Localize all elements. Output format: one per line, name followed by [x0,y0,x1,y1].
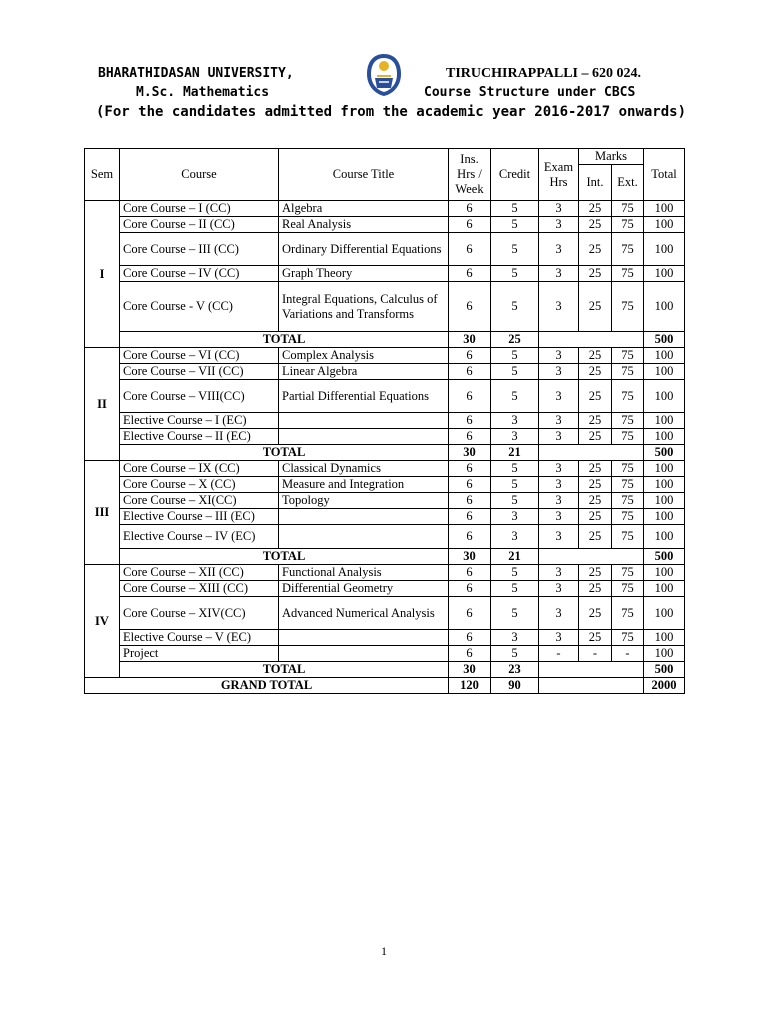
col-ext-header: Ext. [612,165,644,201]
int-marks-cell: 25 [579,565,612,581]
col-exam-hrs-header: Exam Hrs [539,149,579,201]
total-marks-cell: 100 [644,348,685,364]
int-marks-cell: 25 [579,429,612,445]
ext-marks-cell: 75 [612,380,644,413]
course-cell: Elective Course – IV (EC) [120,525,279,549]
course-title-cell: Complex Analysis [279,348,449,364]
table-row [85,581,685,597]
int-marks-cell: 25 [579,630,612,646]
exam-hrs-cell: 3 [539,266,579,282]
col-sem-header: Sem [85,149,120,201]
ext-marks-cell: 75 [612,597,644,630]
ext-marks-cell: 75 [612,477,644,493]
course-structure-label: Course Structure under CBCS [424,85,636,100]
empty-cell [539,332,644,348]
total-marks-cell: 100 [644,461,685,477]
course-title-cell: Real Analysis [279,217,449,233]
grand-total-label: GRAND TOTAL [85,678,449,694]
ext-marks-cell: 75 [612,233,644,266]
total-marks-cell: 100 [644,380,685,413]
table-row [85,217,685,233]
int-marks-cell: 25 [579,282,612,332]
semester-total-ins-hrs: 30 [449,445,491,461]
course-cell: Elective Course – I (EC) [120,413,279,429]
admission-note: (For the candidates admitted from the academic year 2016-2017 onwards) [96,104,687,120]
semester-label: I [85,201,120,348]
ext-marks-cell: - [612,646,644,662]
total-marks-cell: 100 [644,630,685,646]
credit-cell: 5 [491,646,539,662]
course-title-cell [279,646,449,662]
semester-label: IV [85,565,120,678]
total-marks-cell: 100 [644,581,685,597]
table-row [85,201,685,217]
semester-label: II [85,348,120,461]
ins-hrs-cell: 6 [449,461,491,477]
int-marks-cell: 25 [579,597,612,630]
semester-total-marks: 500 [644,332,685,348]
total-marks-cell: 100 [644,565,685,581]
total-marks-cell: 100 [644,282,685,332]
total-marks-cell: 100 [644,429,685,445]
col-course-header: Course [120,149,279,201]
ins-hrs-cell: 6 [449,630,491,646]
ext-marks-cell: 75 [612,461,644,477]
col-int-header: Int. [579,165,612,201]
credit-cell: 5 [491,477,539,493]
table-row [85,266,685,282]
ins-hrs-cell: 6 [449,364,491,380]
course-cell: Core Course – VII (CC) [120,364,279,380]
course-cell: Core Course – IX (CC) [120,461,279,477]
semester-total-label: TOTAL [120,332,449,348]
course-cell: Core Course – II (CC) [120,217,279,233]
exam-hrs-cell: 3 [539,429,579,445]
course-cell: Core Course – VIII(CC) [120,380,279,413]
table-row [85,509,685,525]
course-title-cell: Differential Geometry [279,581,449,597]
semester-total-credit: 21 [491,445,539,461]
grand-total-credit: 90 [491,678,539,694]
ext-marks-cell: 75 [612,565,644,581]
total-marks-cell: 100 [644,597,685,630]
course-title-cell [279,525,449,549]
course-cell: Core Course – III (CC) [120,233,279,266]
exam-hrs-cell: 3 [539,493,579,509]
ins-hrs-cell: 6 [449,233,491,266]
semester-total-row [85,662,685,678]
table-row [85,565,685,581]
table-row [85,461,685,477]
credit-cell: 5 [491,493,539,509]
ins-hrs-cell: 6 [449,597,491,630]
table-row [85,477,685,493]
ext-marks-cell: 75 [612,364,644,380]
ext-marks-cell: 75 [612,282,644,332]
total-marks-cell: 100 [644,646,685,662]
total-marks-cell: 100 [644,217,685,233]
total-marks-cell: 100 [644,493,685,509]
exam-hrs-cell: 3 [539,201,579,217]
credit-cell: 5 [491,348,539,364]
course-title-cell: Algebra [279,201,449,217]
exam-hrs-cell: 3 [539,282,579,332]
exam-hrs-cell: 3 [539,461,579,477]
course-cell: Core Course - V (CC) [120,282,279,332]
int-marks-cell: 25 [579,233,612,266]
ins-hrs-cell: 6 [449,380,491,413]
table-row [85,646,685,662]
exam-hrs-cell: 3 [539,413,579,429]
credit-cell: 5 [491,282,539,332]
empty-cell [539,549,644,565]
ins-hrs-cell: 6 [449,201,491,217]
int-marks-cell: 25 [579,493,612,509]
int-marks-cell: 25 [579,217,612,233]
course-title-cell [279,429,449,445]
table-row [85,380,685,413]
semester-total-label: TOTAL [120,662,449,678]
university-emblem-icon [365,52,403,98]
ext-marks-cell: 75 [612,348,644,364]
exam-hrs-cell: - [539,646,579,662]
int-marks-cell: 25 [579,477,612,493]
exam-hrs-cell: 3 [539,597,579,630]
col-marks-header: Marks [579,149,644,165]
course-title-cell [279,509,449,525]
credit-cell: 3 [491,429,539,445]
credit-cell: 3 [491,509,539,525]
int-marks-cell: 25 [579,581,612,597]
course-cell: Core Course – XIII (CC) [120,581,279,597]
credit-cell: 3 [491,630,539,646]
credit-cell: 5 [491,597,539,630]
ins-hrs-cell: 6 [449,509,491,525]
exam-hrs-cell: 3 [539,364,579,380]
int-marks-cell: 25 [579,525,612,549]
semester-total-credit: 25 [491,332,539,348]
course-title-cell: Classical Dynamics [279,461,449,477]
int-marks-cell: 25 [579,201,612,217]
course-title-cell [279,413,449,429]
exam-hrs-cell: 3 [539,348,579,364]
credit-cell: 5 [491,565,539,581]
col-title-header: Course Title [279,149,449,201]
col-credit-header: Credit [491,149,539,201]
course-title-cell [279,630,449,646]
course-cell: Core Course – IV (CC) [120,266,279,282]
int-marks-cell: - [579,646,612,662]
course-cell: Core Course – XIV(CC) [120,597,279,630]
grand-total-ins-hrs: 120 [449,678,491,694]
course-cell: Project [120,646,279,662]
semester-total-row [85,332,685,348]
table-row [85,429,685,445]
int-marks-cell: 25 [579,266,612,282]
semester-total-credit: 21 [491,549,539,565]
ins-hrs-cell: 6 [449,217,491,233]
semester-label: III [85,461,120,565]
int-marks-cell: 25 [579,413,612,429]
ext-marks-cell: 75 [612,581,644,597]
course-cell: Core Course – XI(CC) [120,493,279,509]
ins-hrs-cell: 6 [449,266,491,282]
ext-marks-cell: 75 [612,525,644,549]
total-marks-cell: 100 [644,364,685,380]
course-title-cell: Advanced Numerical Analysis [279,597,449,630]
credit-cell: 5 [491,201,539,217]
grand-total-marks: 2000 [644,678,685,694]
ins-hrs-cell: 6 [449,565,491,581]
table-row [85,364,685,380]
exam-hrs-cell: 3 [539,565,579,581]
empty-cell [539,445,644,461]
ins-hrs-cell: 6 [449,646,491,662]
credit-cell: 3 [491,525,539,549]
semester-total-ins-hrs: 30 [449,662,491,678]
ins-hrs-cell: 6 [449,581,491,597]
course-title-cell: Functional Analysis [279,565,449,581]
table-row [85,525,685,549]
semester-total-row [85,549,685,565]
semester-total-ins-hrs: 30 [449,332,491,348]
university-name: BHARATHIDASAN UNIVERSITY, [98,66,294,81]
course-cell: Core Course – X (CC) [120,477,279,493]
exam-hrs-cell: 3 [539,630,579,646]
course-cell: Elective Course – II (EC) [120,429,279,445]
course-cell: Core Course – I (CC) [120,201,279,217]
semester-total-marks: 500 [644,549,685,565]
ext-marks-cell: 75 [612,201,644,217]
ins-hrs-cell: 6 [449,413,491,429]
ext-marks-cell: 75 [612,429,644,445]
empty-cell [539,662,644,678]
exam-hrs-cell: 3 [539,217,579,233]
ins-hrs-cell: 6 [449,525,491,549]
program-name: M.Sc. Mathematics [136,85,270,100]
exam-hrs-cell: 3 [539,525,579,549]
total-marks-cell: 100 [644,477,685,493]
credit-cell: 3 [491,413,539,429]
credit-cell: 5 [491,581,539,597]
exam-hrs-cell: 3 [539,233,579,266]
ins-hrs-cell: 6 [449,493,491,509]
course-title-cell: Linear Algebra [279,364,449,380]
credit-cell: 5 [491,266,539,282]
university-city: TIRUCHIRAPPALLI – 620 024. [446,66,641,81]
course-structure-table [84,148,685,694]
course-title-cell: Ordinary Differential Equations [279,233,449,266]
table-row [85,233,685,266]
total-marks-cell: 100 [644,525,685,549]
table-row [85,282,685,332]
int-marks-cell: 25 [579,348,612,364]
ext-marks-cell: 75 [612,493,644,509]
int-marks-cell: 25 [579,461,612,477]
ext-marks-cell: 75 [612,217,644,233]
ext-marks-cell: 75 [612,509,644,525]
ext-marks-cell: 75 [612,413,644,429]
semester-total-credit: 23 [491,662,539,678]
semester-total-marks: 500 [644,445,685,461]
semester-total-ins-hrs: 30 [449,549,491,565]
table-row [85,348,685,364]
course-cell: Core Course – VI (CC) [120,348,279,364]
credit-cell: 5 [491,364,539,380]
semester-total-label: TOTAL [120,549,449,565]
table-row [85,493,685,509]
course-title-cell: Partial Differential Equations [279,380,449,413]
course-cell: Core Course – XII (CC) [120,565,279,581]
credit-cell: 5 [491,217,539,233]
credit-cell: 5 [491,380,539,413]
course-title-cell: Topology [279,493,449,509]
semester-total-row [85,445,685,461]
course-title-cell: Measure and Integration [279,477,449,493]
ext-marks-cell: 75 [612,266,644,282]
col-total-header: Total [644,149,685,201]
exam-hrs-cell: 3 [539,509,579,525]
grand-total-row [85,678,685,694]
total-marks-cell: 100 [644,233,685,266]
int-marks-cell: 25 [579,364,612,380]
credit-cell: 5 [491,461,539,477]
ins-hrs-cell: 6 [449,477,491,493]
int-marks-cell: 25 [579,380,612,413]
total-marks-cell: 100 [644,413,685,429]
ins-hrs-cell: 6 [449,282,491,332]
total-marks-cell: 100 [644,266,685,282]
total-marks-cell: 100 [644,509,685,525]
semester-total-marks: 500 [644,662,685,678]
col-ins-hrs-header: Ins. Hrs / Week [449,149,491,201]
exam-hrs-cell: 3 [539,380,579,413]
table-row [85,597,685,630]
table-row [85,630,685,646]
course-cell: Elective Course – V (EC) [120,630,279,646]
course-title-cell: Graph Theory [279,266,449,282]
int-marks-cell: 25 [579,509,612,525]
semester-total-label: TOTAL [120,445,449,461]
course-cell: Elective Course – III (EC) [120,509,279,525]
course-title-cell: Integral Equations, Calculus of Variations and Transforms [279,282,449,332]
page-number: 1 [381,944,387,958]
exam-hrs-cell: 3 [539,581,579,597]
table-row [85,413,685,429]
ins-hrs-cell: 6 [449,429,491,445]
credit-cell: 5 [491,233,539,266]
ext-marks-cell: 75 [612,630,644,646]
total-marks-cell: 100 [644,201,685,217]
ins-hrs-cell: 6 [449,348,491,364]
exam-hrs-cell: 3 [539,477,579,493]
empty-cell [539,678,644,694]
